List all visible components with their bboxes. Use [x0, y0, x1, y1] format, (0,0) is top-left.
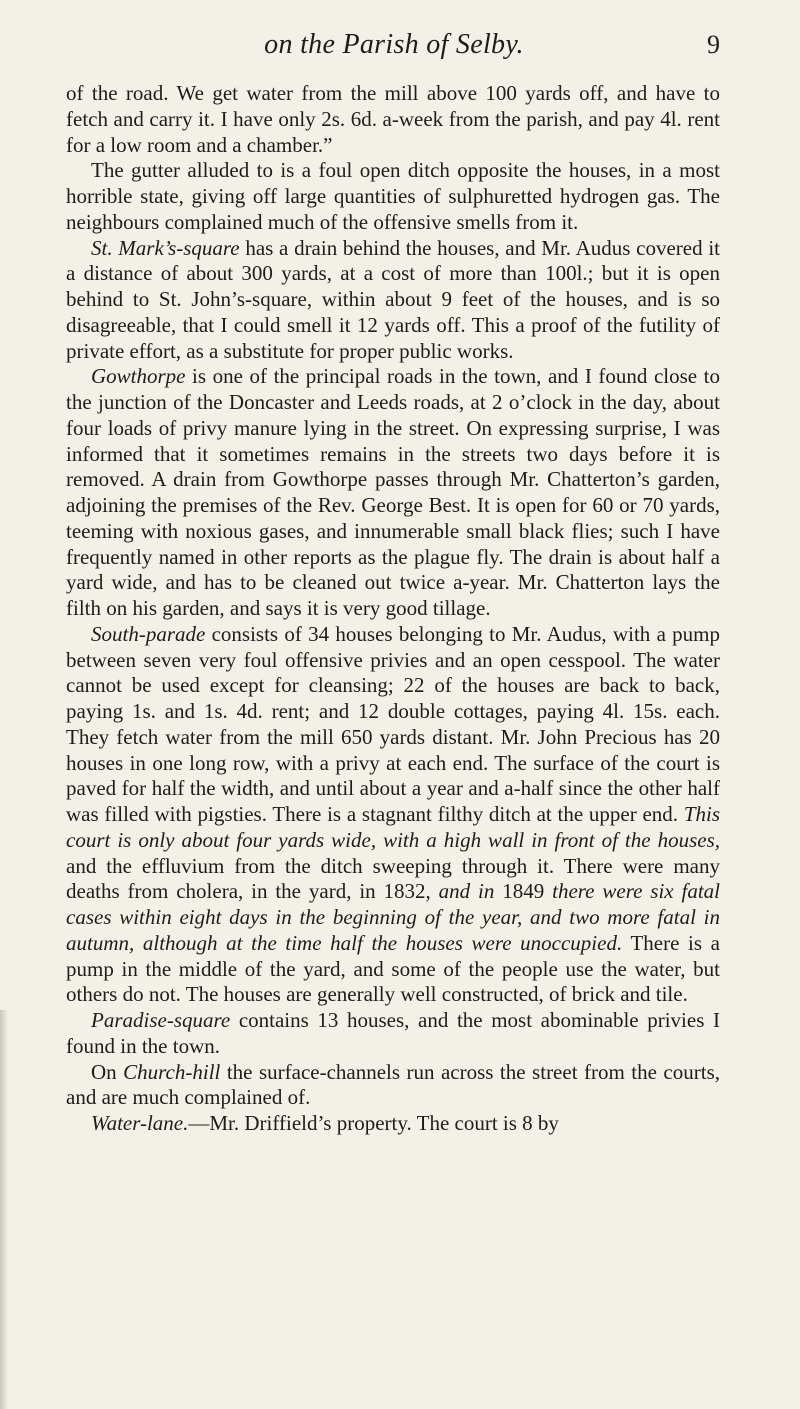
- emphasis-text: This court is only about four yards wide, with a high wall in front of the houses,: [66, 802, 720, 852]
- page-number: 9: [707, 30, 720, 59]
- paragraph-text: —Mr. Driffield’s property. The court is 8 by: [188, 1111, 559, 1135]
- place-name: Water-lane.: [91, 1111, 189, 1135]
- paragraph-text: the surface-channels run across the street from the courts, and are much complained of.: [66, 1059, 720, 1110]
- paragraph-st-marks-square: [66, 236, 720, 365]
- place-name: St. Mark’s-square: [91, 235, 240, 260]
- paragraph-water-lane: [66, 1111, 720, 1137]
- emphasis-text: and in: [438, 879, 495, 904]
- paragraph-text: consists of 34 houses belonging to Mr. Audus, with a pump between seven very foul offensive privies and an open cesspool. The water cannot be used except for cleansing; 22 of the houses are back to back, paying 1s. and 1s. 4d. rent; and 12 double cottages, paying 4l. 15s. each. They fetch water from the mill 650 yards distant. Mr. John Precious has 20 houses in one long row, with a privy at each end. The surface of the court is paved for half the width, and until about a year and a-half since the other half was filled with pigsties. There is a stagnant filthy ditch at the upper end.: [66, 621, 720, 826]
- place-name: Gowthorpe: [91, 364, 186, 389]
- paragraph-text: is one of the principal roads in the town, and I found close to the junction of the Doncaster and Leeds roads, at 2 o’clock in the day, about four loads of privy manure lying in the street. On expressing surprise, I was informed that it sometimes remains in the streets two days before it is removed. A drain from Gowthorpe passes through Mr. Chatterton’s garden, adjoining the premises of the Rev. George Best. It is open for 60 or 70 yards, teeming with noxious gases, and innumerable small black flies; such I have frequently named in other reports as the plague fly. The drain is about half a yard wide, and has to be cleaned out twice a-year. Mr. Chatterton lays the filth on his garden, and says it is very good tillage.: [66, 364, 720, 620]
- page-header: [68, 26, 720, 66]
- paragraph-text: On: [91, 1059, 124, 1084]
- paragraph-paradise-square: [66, 1008, 720, 1060]
- paragraph-text: has a drain behind the houses, and Mr. Audus covered it a distance of about 300 yards, at a cost of more than 100l.; but it is open behind to St. John’s-square, within about 9 feet of the houses, and is so disagreeable, that I could smell it 12 yards off. This a proof of the futility of private effort, as a substitute for proper public works.: [66, 235, 720, 363]
- paragraph-south-parade: [66, 622, 720, 1008]
- paragraph-text: contains 13 houses, and the most abominable privies I found in the town.: [66, 1008, 720, 1058]
- emphasis-text: there were six fatal cases within eight days in the beginning of the year, and two more fatal in autumn, although at the time half the houses were unoccupied.: [66, 879, 720, 955]
- paragraph-text: of the road. We get water from the mill above 100 yards off, and have to fetch and carry it. I have only 2s. 6d. a-week from the parish, and pay 4l. rent for a low room and a chamber.”: [66, 81, 720, 157]
- paragraph-text: 1849: [494, 879, 553, 904]
- place-name: Church-hill: [123, 1059, 221, 1084]
- paragraph-gutter: [66, 158, 720, 235]
- place-name: South-parade: [91, 621, 206, 646]
- body-text: [66, 81, 720, 1137]
- place-name: Paradise-square: [91, 1008, 231, 1032]
- paragraph-text: The gutter alluded to is a foul open ditch opposite the houses, in a most horrible state, giving off large quantities of sulphuretted hydrogen gas. The neighbours complained much of the offensive smells from it.: [66, 158, 720, 234]
- page-edge-shadow: [0, 1010, 8, 1409]
- paragraph-gowthorpe: [66, 364, 720, 622]
- paragraph-continued: [66, 81, 720, 158]
- paragraph-text: There is a pump in the middle of the yard, and some of the people use the water, but others do not. The houses are generally well constructed, of brick and tile.: [66, 930, 720, 1007]
- paragraph-church-hill: [66, 1060, 720, 1112]
- paragraph-text: and the effluvium from the ditch sweeping through it. There were many deaths from cholera, in the yard, in 1832,: [66, 853, 720, 904]
- running-title: on the Parish of Selby.: [264, 29, 524, 60]
